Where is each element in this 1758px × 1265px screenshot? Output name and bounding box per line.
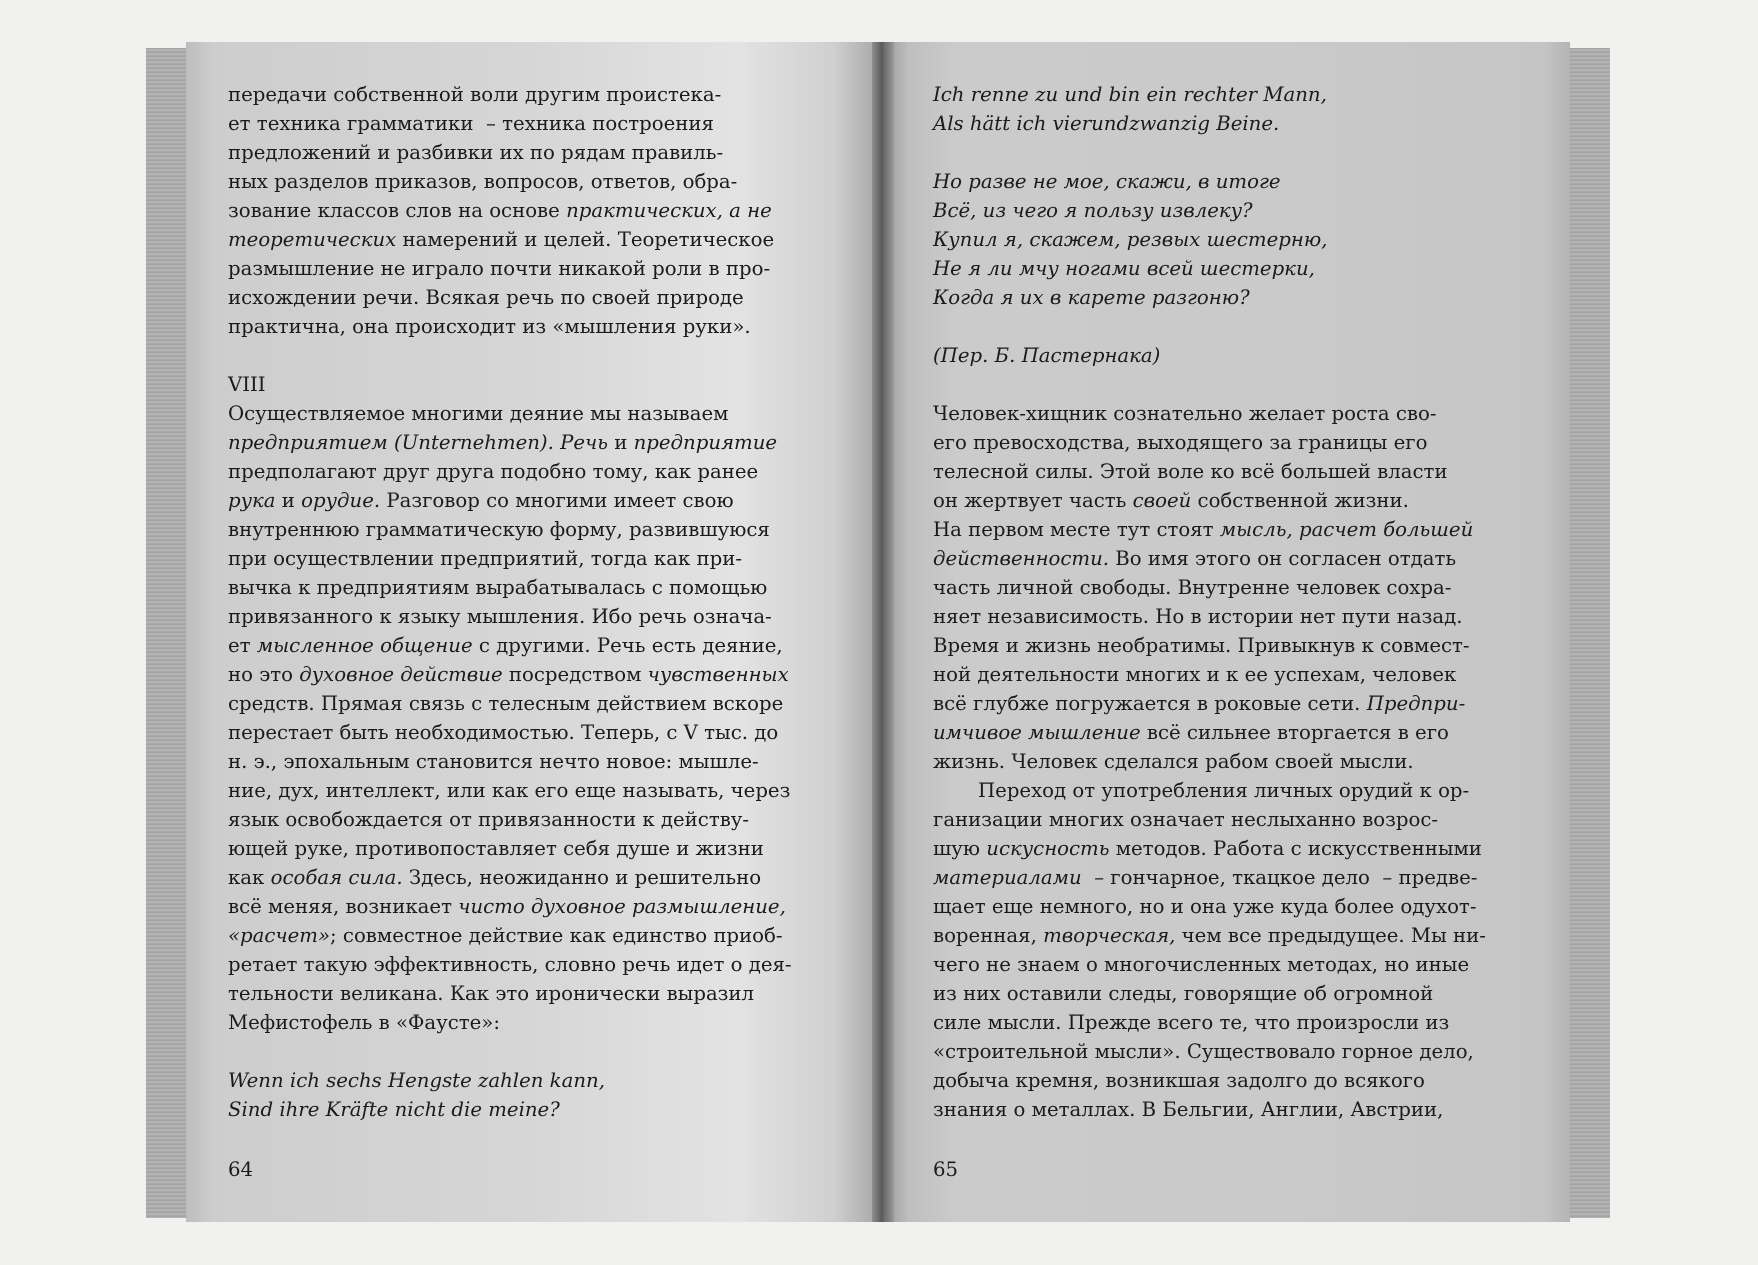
text-line <box>228 1095 808 1124</box>
text-run: ние, дух, интеллект, или как его еще называть, через <box>228 779 791 802</box>
text-run: – гончарное, ткацкое дело – предве- <box>1081 866 1478 889</box>
text-line <box>933 457 1513 486</box>
text-run: всё меняя, возникает <box>228 895 459 918</box>
text-run: как <box>228 866 271 889</box>
text-line <box>933 689 1513 718</box>
text-line <box>933 254 1513 283</box>
text-run: методов. Работа с искусственными <box>1109 837 1482 860</box>
italic-run: Купил я, скажем, резвых шестерню, <box>933 228 1328 251</box>
text-line <box>933 1095 1513 1124</box>
italic-run: орудие. <box>301 489 381 512</box>
italic-run: искусность <box>986 837 1110 860</box>
text-line <box>228 573 808 602</box>
text-run: тельности великана. Как это иронически выразил <box>228 982 755 1005</box>
text-line <box>933 950 1513 979</box>
italic-run: предприятие <box>633 431 778 454</box>
text-line <box>228 109 808 138</box>
open-book <box>146 42 1610 1222</box>
text-line <box>228 138 808 167</box>
text-line <box>228 457 808 486</box>
text-line <box>933 486 1513 515</box>
text-line <box>933 573 1513 602</box>
text-run: всё сильнее вторгается в его <box>1140 721 1449 744</box>
text-line <box>933 544 1513 573</box>
text-line <box>933 1066 1513 1095</box>
text-line <box>933 515 1513 544</box>
text-line <box>228 428 808 457</box>
text-line <box>228 602 808 631</box>
left-page-number: 64 <box>228 1158 254 1181</box>
italic-run: особая сила. <box>270 866 403 889</box>
italic-run: Sind ihre Kräfte nicht die meine? <box>228 1098 560 1121</box>
text-run: внутреннюю грамматическую форму, развившуюся <box>228 518 770 541</box>
text-run: ной деятельности многих и к ее успехам, человек <box>933 663 1457 686</box>
left-page <box>186 42 876 1222</box>
text-run: ных разделов приказов, вопросов, ответов, обра- <box>228 170 738 193</box>
text-line <box>933 80 1513 109</box>
italic-run: Als hätt ich vierundzwanzig Beine. <box>933 112 1280 135</box>
text-run: Во имя этого он согласен отдать <box>1109 547 1457 570</box>
italic-run: «расчет» <box>228 924 331 947</box>
italic-run: мысль, расчет большей <box>1219 518 1474 541</box>
text-run: ганизации многих означает неслыханно возрос- <box>933 808 1439 831</box>
text-run: собственной жизни. <box>1191 489 1409 512</box>
text-line <box>933 109 1513 138</box>
text-run: На первом месте тут стоят <box>933 518 1220 541</box>
text-line <box>228 863 808 892</box>
text-run: привязанного к языку мышления. Ибо речь означа- <box>228 605 772 628</box>
blank-line <box>933 370 1513 399</box>
blank-line <box>228 1037 808 1066</box>
text-run: воренная, <box>933 924 1044 947</box>
text-line <box>228 979 808 1008</box>
text-run: ет техника грамматики – техника построения <box>228 112 714 135</box>
text-line <box>933 979 1513 1008</box>
italic-run: мысленное общение <box>256 634 473 657</box>
text-run: размышление не играло почти никакой роли в про- <box>228 257 771 280</box>
text-line <box>228 1066 808 1095</box>
text-line <box>933 660 1513 689</box>
text-line <box>228 718 808 747</box>
text-line <box>228 950 808 979</box>
right-page <box>888 42 1570 1222</box>
italic-run: Когда я их в карете разгоню? <box>933 286 1250 309</box>
text-line <box>933 167 1513 196</box>
text-line <box>933 1037 1513 1066</box>
text-run: ющей руке, противопоставляет себя душе и жизни <box>228 837 764 860</box>
text-line <box>228 892 808 921</box>
text-line <box>933 921 1513 950</box>
text-run: няет независимость. Но в истории нет пути назад. <box>933 605 1463 628</box>
text-run: чего не знаем о многочисленных методах, но иные <box>933 953 1470 976</box>
text-run: Осуществляемое многими деяние мы называем <box>228 402 729 425</box>
text-run: Разговор со многими имеет свою <box>380 489 734 512</box>
italic-run: предприятием (Unternehmen). Речь <box>228 431 608 454</box>
text-run: Здесь, неожиданно и решительно <box>402 866 762 889</box>
blank-line <box>933 138 1513 167</box>
text-run: предложений и разбивки их по рядам правиль- <box>228 141 724 164</box>
text-line <box>933 892 1513 921</box>
italic-run: Всё, из чего я пользу извлеку? <box>933 199 1253 222</box>
text-run: но это <box>228 663 300 686</box>
text-line <box>933 283 1513 312</box>
text-run: предполагают друг друга подобно тому, как ранее <box>228 460 759 483</box>
text-line <box>933 863 1513 892</box>
text-run: и <box>607 431 634 454</box>
text-run: средств. Прямая связь с телесным действием вскоре <box>228 692 784 715</box>
text-line <box>933 631 1513 660</box>
text-run: ретает такую эффективность, словно речь идет о дея- <box>228 953 792 976</box>
text-line <box>933 602 1513 631</box>
right-page-text <box>933 80 1513 1124</box>
text-run: он жертвует часть <box>933 489 1133 512</box>
text-line <box>933 747 1513 776</box>
right-page-stack-edge <box>1564 48 1610 1218</box>
text-run: его превосходства, выходящего за границы его <box>933 431 1428 454</box>
text-line <box>228 370 808 399</box>
text-run: «строительной мысли». Существовало горное дело, <box>933 1040 1474 1063</box>
text-run: щает еще немного, но и она уже куда более одухот- <box>933 895 1477 918</box>
text-run: ; совместное действие как единство приоб- <box>330 924 783 947</box>
italic-run: Но разве не мое, скажи, в итоге <box>933 170 1281 193</box>
text-line <box>228 805 808 834</box>
italic-run: Ich renne zu und bin ein rechter Mann, <box>933 83 1327 106</box>
text-run: добыча кремня, возникшая задолго до всякого <box>933 1069 1425 1092</box>
text-run: силе мысли. Прежде всего те, что произросли из <box>933 1011 1450 1034</box>
book-gutter <box>872 42 894 1222</box>
text-line <box>933 1008 1513 1037</box>
italic-run: имчивое мышление <box>933 721 1141 744</box>
text-run: из них оставили следы, говорящие об огромной <box>933 982 1434 1005</box>
text-line <box>228 834 808 863</box>
text-run: Человек-хищник сознательно желает роста сво- <box>933 402 1437 425</box>
text-line <box>228 283 808 312</box>
text-run: телесной силы. Этой воле ко всё большей власти <box>933 460 1448 483</box>
text-line <box>228 399 808 428</box>
italic-run: Предпри- <box>1366 692 1466 715</box>
text-run: VIII <box>228 373 266 396</box>
text-run: и <box>275 489 302 512</box>
text-run: шую <box>933 837 987 860</box>
italic-run: теоретических <box>228 228 397 251</box>
italic-run: своей <box>1132 489 1192 512</box>
text-run: ет <box>228 634 257 657</box>
text-line <box>228 921 808 950</box>
italic-run: чисто духовное размышление, <box>458 895 786 918</box>
text-run: Мефистофель в «Фаусте»: <box>228 1011 500 1034</box>
italic-run: Wenn ich sechs Hengste zahlen kann, <box>228 1069 605 1092</box>
right-page-number: 65 <box>933 1158 959 1181</box>
text-line <box>933 805 1513 834</box>
text-line <box>933 428 1513 457</box>
text-line <box>933 718 1513 747</box>
text-line <box>228 747 808 776</box>
italic-run: материалами <box>933 866 1082 889</box>
italic-run: творческая, <box>1043 924 1176 947</box>
text-line <box>228 167 808 196</box>
text-line <box>228 776 808 805</box>
italic-run: рука <box>228 489 276 512</box>
text-run: часть личной свободы. Внутренне человек сохра- <box>933 576 1452 599</box>
text-run: исхождении речи. Всякая речь по своей природе <box>228 286 744 309</box>
text-run: с другими. Речь есть деяние, <box>472 634 783 657</box>
text-line <box>228 1008 808 1037</box>
text-run: вычка к предприятиям вырабатывалась с помощью <box>228 576 768 599</box>
italic-run: Не я ли мчу ногами всей шестерки, <box>933 257 1315 280</box>
italic-run: духовное действие <box>299 663 503 686</box>
text-line <box>228 486 808 515</box>
blank-line <box>228 341 808 370</box>
text-line <box>228 631 808 660</box>
blank-line <box>933 312 1513 341</box>
text-line <box>228 544 808 573</box>
text-line <box>228 660 808 689</box>
italic-run: действенности. <box>933 547 1110 570</box>
italic-run: чувственных <box>647 663 789 686</box>
text-run: знания о металлах. В Бельгии, Англии, Австрии, <box>933 1098 1444 1121</box>
text-run: практична, она происходит из «мышления руки». <box>228 315 751 338</box>
text-line <box>933 399 1513 428</box>
text-run: н. э., эпохальным становится нечто новое: мышле- <box>228 750 759 773</box>
text-line <box>228 254 808 283</box>
text-line <box>933 776 1513 805</box>
text-line <box>228 515 808 544</box>
text-line <box>933 834 1513 863</box>
text-run: зование классов слов на основе <box>228 199 567 222</box>
text-run: намерений и целей. Теоретическое <box>396 228 775 251</box>
text-line <box>933 225 1513 254</box>
text-run: передачи собственной воли другим проистека- <box>228 83 722 106</box>
text-run: чем все предыдущее. Мы ни- <box>1175 924 1486 947</box>
text-run: всё глубже погружается в роковые сети. <box>933 692 1367 715</box>
text-run: язык освобождается от привязанности к действу- <box>228 808 750 831</box>
text-line <box>228 312 808 341</box>
left-page-text <box>228 80 808 1124</box>
text-line <box>228 196 808 225</box>
text-run: Переход от употребления личных орудий к ор- <box>978 779 1470 802</box>
text-run: посредством <box>502 663 648 686</box>
text-run: при осуществлении предприятий, тогда как при- <box>228 547 742 570</box>
italic-run: (Пер. Б. Пастернака) <box>933 344 1161 367</box>
text-run: жизнь. Человек сделался рабом своей мысли. <box>933 750 1414 773</box>
text-run: Время и жизнь необратимы. Привыкнув к совмест- <box>933 634 1470 657</box>
text-line <box>228 80 808 109</box>
text-line <box>228 689 808 718</box>
text-line <box>933 196 1513 225</box>
text-run: перестает быть необходимостью. Теперь, с V тыс. до <box>228 721 779 744</box>
italic-run: практических, а не <box>566 199 772 222</box>
text-line <box>933 341 1513 370</box>
text-line <box>228 225 808 254</box>
